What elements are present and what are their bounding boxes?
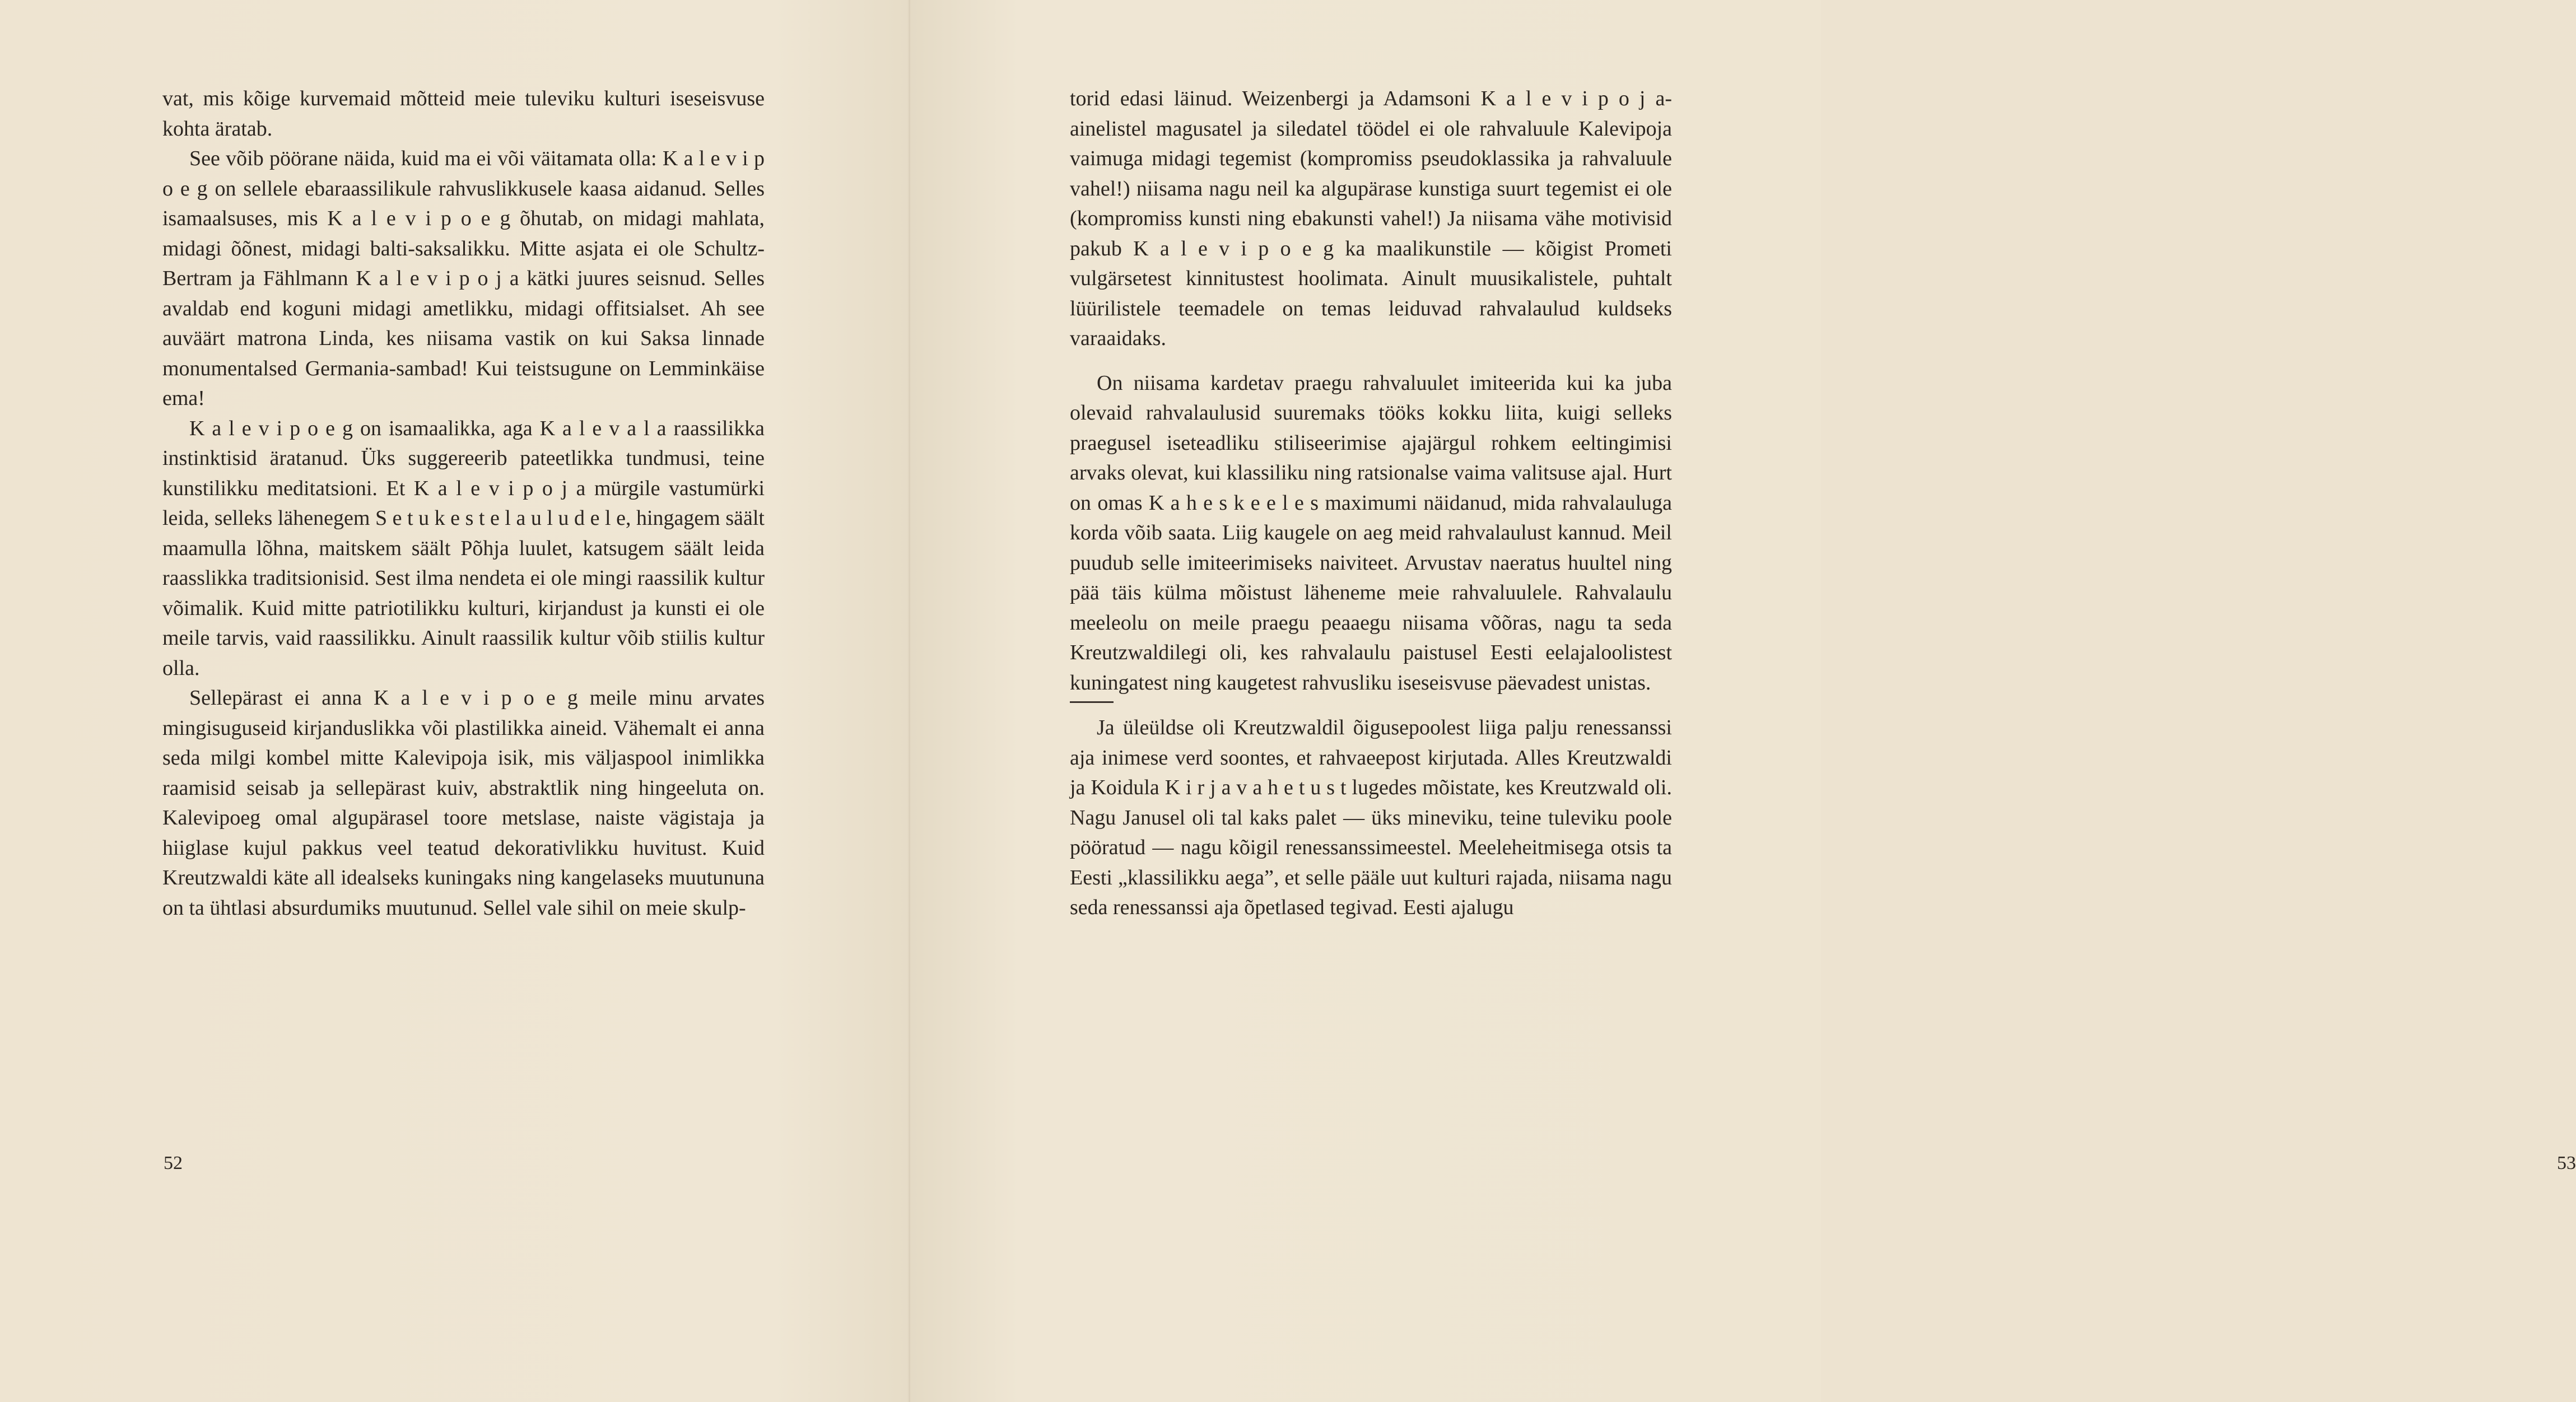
paragraph: On niisama kardetav praegu rahvaluulet imiteerida kui ka juba olevaid rahvalaulusid suuremaks tööks kokku liita, kuigi selleks praegusel iseteadliku stiliseerimise ajajärgul rohkem eeltingimisi arvaks olevat, kui klassiliku ning ratsionalse vaima valitsuse ajal. Hurt on omas K a h e s k e e l e s maximumi näidanud, mida rahvalauluga korda võib saata. Liig kaugele on aeg meid rahvalaulust kannud. Meil puudub selle imiteerimiseks naiviteet. Arvustav naeratus huultel ning pää täis külma mõistust läheneme meie rahvaluulele. Rahvalaulu meeleolu on meile praegu peaaegu niisama võõras, nagu ta seda Kreutzwaldilegi oli, kes rahvalaulu paistusel Eesti eelajaloolistest kuningatest ning kaugetest rahvusliku iseseisvuse päevadest unistas. [1070, 371, 1672, 695]
left-page [0, 0, 910, 1402]
paragraph: Sellepärast ei anna K a l e v i p o e g meile minu arvates mingisuguseid kirjanduslikka või plastilikka aineid. Vähemalt ei anna seda milgi kombel mitte Kalevipoja isik, mis väljaspool inimlikka raamisid seisab ja sellepärast kuiv, abstraktlik ning hingeeluta on. Kalevipoeg omal algupärasel toore metslase, naiste vägistaja ja hiiglase kujul pakkus veel teatud dekorativlikku huvitust. Kuid Kreutzwaldi käte all idealseks kuningaks ning kangelaseks muutununa on ta ühtlasi absurdumiks muutunud. Sellel vale sihil on meie skulp- [162, 686, 765, 920]
paragraph: See võib pöörane näida, kuid ma ei või väitamata olla: K a l e v i p o e g on sellele ebaraassilikule rahvuslikkusele kaasa aidanud. Selles isamaalsuses, mis K a l e v i p o e g õhutab, on midagi mahlata, midagi õõnest, midagi balti-saksalikku. Mitte asjata ei ole Schultz-Bertram ja Fählmann K a l e v i p o j a kätki juures seisnud. Selles avaldab end koguni midagi ametlikku, midagi offitsialset. Ah see auväärt matrona Linda, kes niisama vastik on kui Saksa linnade monumentalsed Germania-sambad! Kui teistsugune on Lemminkäise ema! [162, 147, 765, 410]
page-number: 52 [164, 1153, 183, 1173]
paragraph: vat, mis kõige kurvemaid mõtteid meie tuleviku kulturi iseseisvuse kohta äratab. [162, 87, 765, 141]
left-page-text [162, 84, 765, 923]
paragraph: K a l e v i p o e g on isamaalikka, aga K a l e v a l a raassilikka instinktisid äratanud. Üks suggereerib pateetlikka tundmusi, teine kunstilikku meditatsioni. Et K a l e v i p o j a mürgile vastumürki leida, selleks lähenegem S e t u k e s t e l a u l u d e l e, hingagem säält maamulla lõhna, maitskem säält Põhja luulet, katsugem säält leida raasslikka traditsionisid. Sest ilma nendeta ei ole mingi raassilik kultur võimalik. Kuid mitte patriotilikku kulturi, kirjandust ja kunsti ei ole meile tarvis, vaid raassilikku. Ainult raassilik kultur võib stiilis kultur olla. [162, 416, 765, 680]
right-page-text [1070, 84, 1672, 923]
paragraph: torid edasi läinud. Weizenbergi ja Adamsoni K a l e v i p o j a-ainelistel magusatel ja siledatel töödel ei ole rahvaluule Kalevipoja vaimuga midagi tegemist (kompromiss pseudoklassika ja rahvaluule vahel!) niisama nagu neil ka algupärase kunstiga suurt tegemist ei ole (kompromiss kunsti ning ebakunsti vahel!) Ja niisama vähe motivisid pakub K a l e v i p o e g ka maalikunstile — kõigist Prometi vulgärsetest kinnitustest hoolimata. Ainult muusikalistele, puhtalt lüürilistele teemadele on temas leiduvad rahvalaulud kuldseks varaaidaks. [1070, 87, 1672, 350]
right-page [910, 0, 2576, 1402]
paragraph: Ja üleüldse oli Kreutzwaldil õigusepoolest liiga palju renessanssi aja inimese verd soontes, et rahvaeepost kirjutada. Alles Kreutzwaldi ja Koidula K i r j a v a h e t u s t lugedes mõistate, kes Kreutzwald oli. Nagu Janusel oli tal kaks palet — üks mineviku, teine tuleviku poole pööratud — nagu kõigil renessanssimeestel. Meeleheitmisega otsis ta Eesti „klassilikku aega”, et selle pääle uut kulturi rajada, niisama nagu seda renessanssi aja õpetlased tegivad. Eesti ajalugu [1070, 716, 1672, 919]
page-number: 53 [2557, 1153, 2576, 1173]
section-rule [1070, 701, 1114, 703]
